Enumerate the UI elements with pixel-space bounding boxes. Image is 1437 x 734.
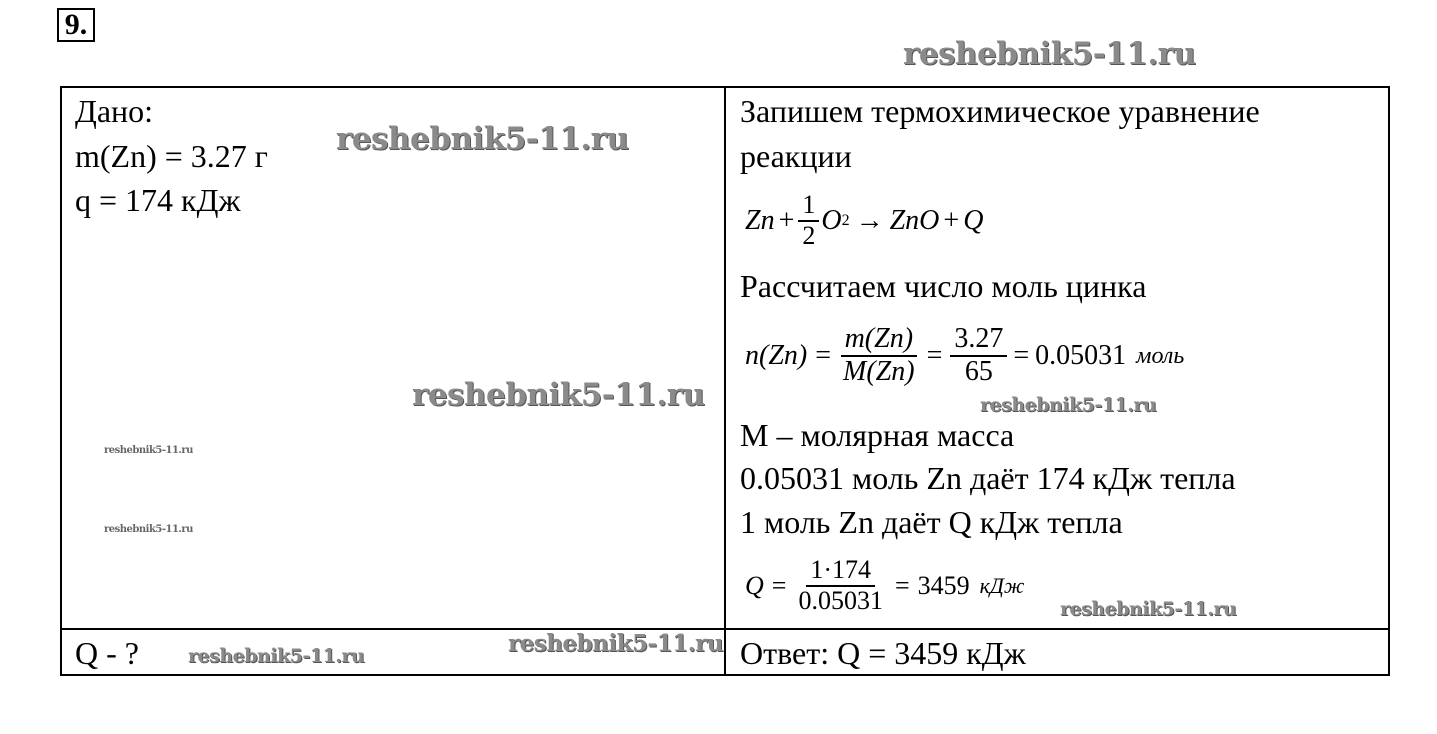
q-equation <box>745 548 1024 624</box>
moles-result: 0.05031 <box>1035 340 1127 371</box>
reaction-plus: + <box>778 205 795 236</box>
coef-numerator: 1 <box>798 191 819 222</box>
given-mass: m(Zn) = 3.27 г <box>75 138 268 174</box>
calc-moles-text: Рассчитаем число моль цинка <box>740 268 1147 304</box>
moles-lhs: n(Zn) <box>745 340 808 371</box>
molar-mass-definition: M – молярная масса <box>740 417 1015 453</box>
task-number: 9. <box>57 8 95 42</box>
watermark-bottom-center: reshebnik5-11.ru <box>508 630 723 657</box>
watermark-right-mid: reshebnik5-11.ru <box>980 394 1157 416</box>
reaction-plus-2: + <box>943 205 960 236</box>
solution-line-2: реакции <box>740 138 852 174</box>
watermark-tiny-2: reshebnik5-11.ru <box>104 524 193 535</box>
solution-line-1: Запишем термохимическое уравнение <box>740 93 1260 129</box>
moles-unit: моль <box>1136 342 1185 369</box>
reaction-coefficient <box>798 191 819 250</box>
reaction-oxygen-sub: 2 <box>841 212 850 229</box>
moles-eq-3: = <box>1013 340 1030 371</box>
q-numerator: 1·174 <box>806 556 875 587</box>
moles-num-2: 3.27 <box>950 324 1007 357</box>
watermark-top: reshebnik5-11.ru <box>903 36 1196 72</box>
table-column-divider <box>724 86 726 676</box>
reaction-arrow: → <box>855 205 884 236</box>
moles-fraction-2 <box>950 324 1007 388</box>
moles-equation <box>745 314 1184 398</box>
proportion-line-b: 1 моль Zn даёт Q кДж тепла <box>740 504 1123 540</box>
watermark-center: reshebnik5-11.ru <box>412 377 705 413</box>
reaction-zno: ZnO <box>889 205 940 236</box>
q-fraction <box>794 556 887 615</box>
find-label: Q - ? <box>75 635 139 671</box>
moles-den-2: 65 <box>964 356 993 387</box>
watermark-given: reshebnik5-11.ru <box>336 121 629 157</box>
coef-denominator: 2 <box>802 221 816 250</box>
watermark-tiny-1: reshebnik5-11.ru <box>104 445 193 456</box>
moles-num-1: m(Zn) <box>841 324 917 357</box>
reaction-equation <box>745 186 983 256</box>
table-row-divider <box>60 628 1390 630</box>
q-unit: кДж <box>979 573 1025 598</box>
reaction-zn: Zn <box>745 205 775 236</box>
q-eq-2: = <box>894 571 910 600</box>
q-result: 3459 <box>917 571 970 600</box>
moles-eq-1: = <box>815 340 832 371</box>
q-denominator: 0.05031 <box>798 586 883 615</box>
q-lhs: Q <box>745 571 764 600</box>
given-heat: q = 174 кДж <box>75 182 241 218</box>
proportion-line-a: 0.05031 моль Zn даёт 174 кДж тепла <box>740 460 1236 496</box>
reaction-q: Q <box>963 205 984 236</box>
moles-den-1: M(Zn) <box>843 356 915 387</box>
moles-fraction-1 <box>839 324 919 388</box>
watermark-bottom-left: reshebnik5-11.ru <box>188 645 365 667</box>
watermark-right-bottom: reshebnik5-11.ru <box>1060 598 1237 620</box>
reaction-oxygen: O <box>821 205 842 236</box>
moles-eq-2: = <box>926 340 943 371</box>
answer: Ответ: Q = 3459 кДж <box>740 635 1026 671</box>
q-eq-1: = <box>771 571 787 600</box>
given-heading: Дано: <box>75 93 154 129</box>
